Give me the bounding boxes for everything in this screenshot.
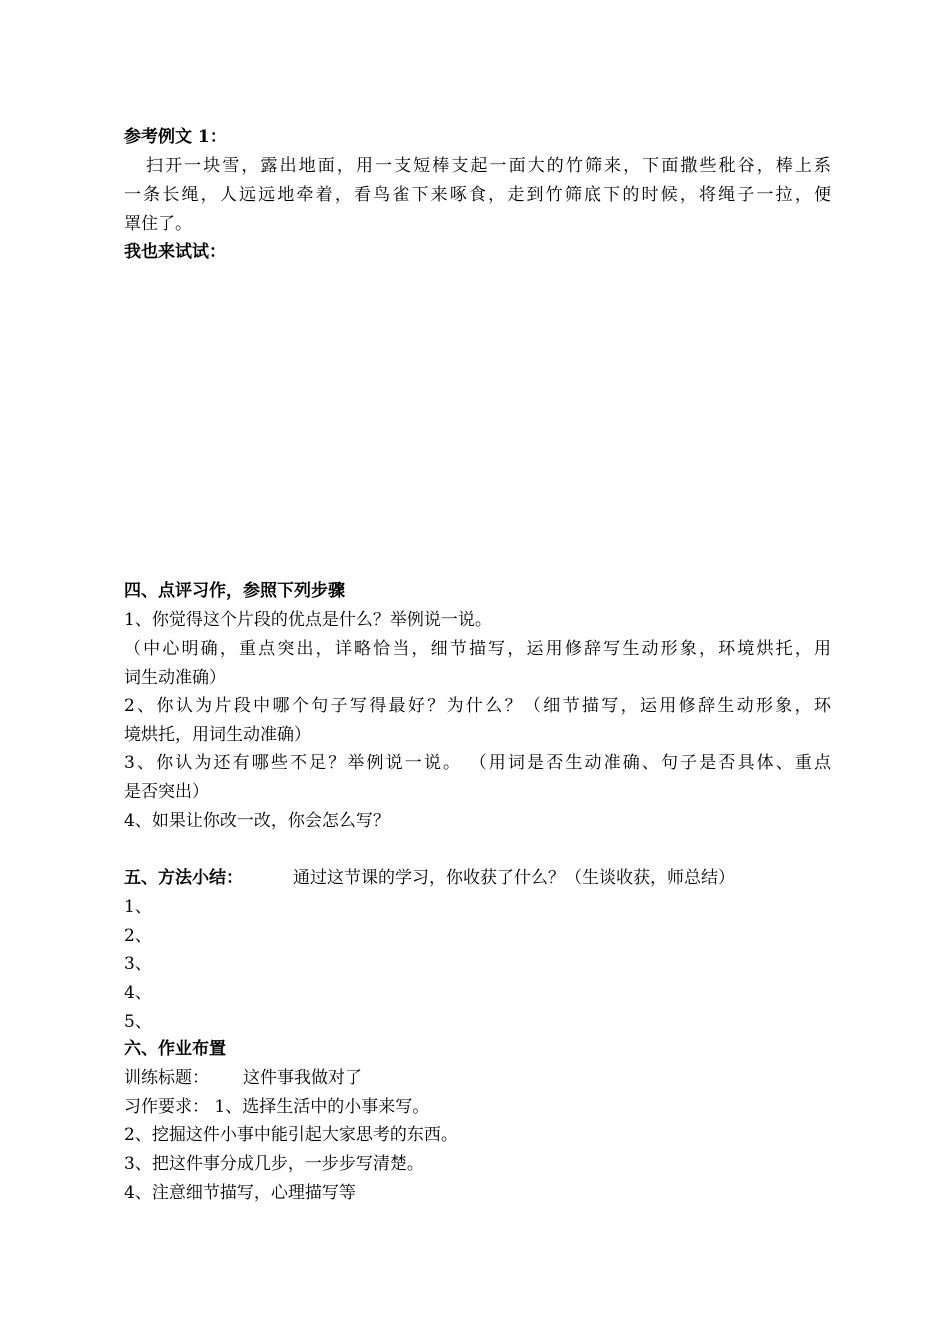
section5-item-2: 2、	[124, 926, 152, 946]
section4-line-4: 2、你认为片段中哪个句子写得最好？为什么？（细节描写，运用修辞生动形象，环	[124, 696, 831, 716]
training-title-value: 这件事我做对了	[243, 1068, 362, 1088]
section6-line-3: 3、把这件事分成几步，一步步写清楚。	[124, 1154, 424, 1174]
section5-item-5: 5、	[124, 1012, 152, 1032]
section4-line-1: 1、你觉得这个片段的优点是什么？举例说一说。	[124, 610, 492, 630]
section6-line-1: 习作要求： 1、选择生活中的小事来写。	[124, 1097, 430, 1117]
example-heading: 参考例文 1：	[124, 127, 227, 147]
section5-prompt: 通过这节课的学习，你收获了什么？（生谈收获，师总结）	[293, 868, 735, 888]
section6-title-row	[124, 1067, 834, 1089]
section5-item-4: 4、	[124, 983, 152, 1003]
example-line-2: 一条长绳，人远远地牵着，看鸟雀下来啄食，走到竹筛底下的时候，将绳子一拉，便	[124, 185, 831, 205]
training-title-label: 训练标题：	[124, 1068, 209, 1088]
section4-line-6: 3、你认为还有哪些不足？举例说一说。 （用词是否生动准确、句子是否具体、重点	[124, 753, 831, 773]
section5-heading: 五、方法小结：	[124, 868, 243, 888]
example-line-1: 扫开一块雪，露出地面，用一支短棒支起一面大的竹筛来，下面撒些秕谷，棒上系	[146, 156, 831, 176]
section4-line-8: 4、如果让你改一改，你会怎么写？	[124, 811, 390, 831]
section4-line-3: 词生动准确）	[124, 668, 226, 688]
section5-row	[124, 867, 834, 889]
section5-item-3: 3、	[124, 954, 152, 974]
section4-line-2: （中心明确，重点突出，详略恰当，细节描写，运用修辞写生动形象，环境烘托，用	[124, 639, 831, 659]
section6-line-2: 2、挖掘这件小事中能引起大家思考的东西。	[124, 1125, 458, 1145]
example-line-3: 罩住了。	[124, 214, 192, 234]
section4-line-5: 境烘托，用词生动准确）	[124, 725, 311, 745]
section4-heading: 四、点评习作，参照下列步骤	[124, 581, 345, 601]
section4-line-7: 是否突出）	[124, 782, 209, 802]
section6-line-4: 4、注意细节描写，心理描写等	[124, 1183, 356, 1203]
section6-heading: 六、作业布置	[124, 1039, 226, 1059]
try-label: 我也来试试：	[124, 242, 226, 262]
section5-item-1: 1、	[124, 897, 152, 917]
